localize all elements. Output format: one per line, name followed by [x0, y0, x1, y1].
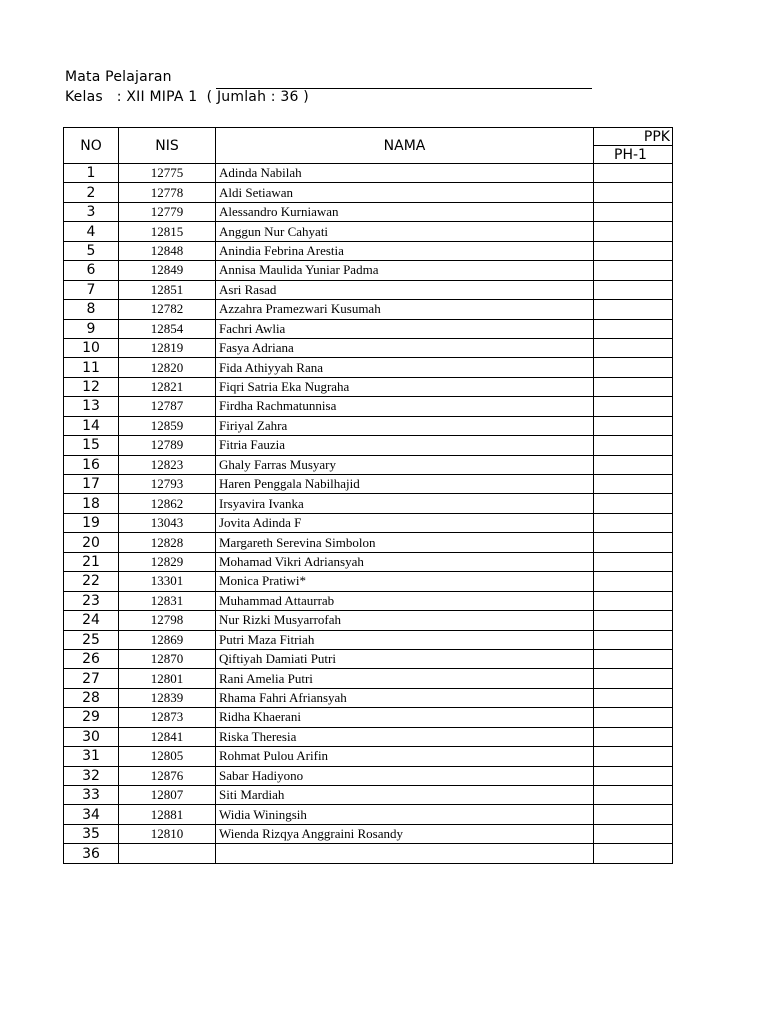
- cell-no: 34: [64, 805, 119, 824]
- cell-nis: 12851: [119, 280, 216, 299]
- cell-nama: Azzahra Pramezwari Kusumah: [216, 300, 594, 319]
- cell-nama: Firiyal Zahra: [216, 416, 594, 435]
- cell-ph1: [594, 572, 673, 591]
- cell-ph1: [594, 475, 673, 494]
- table-row: [64, 436, 673, 455]
- cell-nama: Alessandro Kurniawan: [216, 202, 594, 221]
- cell-ph1: [594, 397, 673, 416]
- cell-nama: Fitria Fauzia: [216, 436, 594, 455]
- table-row: [64, 611, 673, 630]
- cell-no: 35: [64, 824, 119, 843]
- table-row: [64, 358, 673, 377]
- cell-no: 4: [64, 222, 119, 241]
- cell-no: 26: [64, 649, 119, 668]
- cell-no: 32: [64, 766, 119, 785]
- class-info: [65, 89, 309, 105]
- cell-nis: 12819: [119, 338, 216, 357]
- cell-ph1: [594, 300, 673, 319]
- cell-ph1: [594, 377, 673, 396]
- cell-nama: [216, 844, 594, 863]
- cell-no: 21: [64, 552, 119, 571]
- table-row: [64, 183, 673, 202]
- cell-ph1: [594, 611, 673, 630]
- cell-no: 19: [64, 513, 119, 532]
- cell-nama: Sabar Hadiyono: [216, 766, 594, 785]
- cell-nis: 12876: [119, 766, 216, 785]
- cell-ph1: [594, 222, 673, 241]
- cell-ph1: [594, 338, 673, 357]
- cell-ph1: [594, 280, 673, 299]
- header-ppk: PPK: [594, 128, 673, 146]
- table-row: [64, 397, 673, 416]
- cell-ph1: [594, 436, 673, 455]
- cell-ph1: [594, 591, 673, 610]
- table-row: [64, 805, 673, 824]
- cell-nis: 12823: [119, 455, 216, 474]
- cell-no: 14: [64, 416, 119, 435]
- cell-nis: 12841: [119, 727, 216, 746]
- table-row: [64, 455, 673, 474]
- table-row: [64, 377, 673, 396]
- cell-nis: 12798: [119, 611, 216, 630]
- cell-ph1: [594, 202, 673, 221]
- cell-nama: Fiqri Satria Eka Nugraha: [216, 377, 594, 396]
- cell-nama: Qiftiyah Damiati Putri: [216, 649, 594, 668]
- cell-no: 1: [64, 164, 119, 183]
- cell-nis: 12849: [119, 261, 216, 280]
- cell-no: 2: [64, 183, 119, 202]
- cell-nis: 12859: [119, 416, 216, 435]
- class-label: Kelas : XII MIPA 1 ( Jumlah : 36 ): [65, 89, 309, 105]
- table-row: [64, 688, 673, 707]
- cell-nama: Firdha Rachmatunnisa: [216, 397, 594, 416]
- table-row: [64, 338, 673, 357]
- table-row: [64, 669, 673, 688]
- cell-no: 25: [64, 630, 119, 649]
- header-no: NO: [64, 128, 119, 164]
- cell-nama: Muhammad Attaurrab: [216, 591, 594, 610]
- cell-no: 22: [64, 572, 119, 591]
- cell-nis: 12828: [119, 533, 216, 552]
- cell-no: 8: [64, 300, 119, 319]
- cell-nis: 12854: [119, 319, 216, 338]
- cell-ph1: [594, 358, 673, 377]
- table-row: [64, 222, 673, 241]
- cell-no: 27: [64, 669, 119, 688]
- table-row: [64, 319, 673, 338]
- table-row: [64, 708, 673, 727]
- cell-nis: 12862: [119, 494, 216, 513]
- cell-no: 36: [64, 844, 119, 863]
- table-row: [64, 280, 673, 299]
- cell-no: 13: [64, 397, 119, 416]
- cell-no: 24: [64, 611, 119, 630]
- table-row: [64, 533, 673, 552]
- cell-ph1: [594, 533, 673, 552]
- table-row: [64, 844, 673, 863]
- table-row: [64, 494, 673, 513]
- cell-no: 16: [64, 455, 119, 474]
- cell-ph1: [594, 708, 673, 727]
- cell-nama: Wienda Rizqya Anggraini Rosandy: [216, 824, 594, 843]
- table-row: [64, 202, 673, 221]
- cell-no: 9: [64, 319, 119, 338]
- cell-no: 20: [64, 533, 119, 552]
- cell-nis: [119, 844, 216, 863]
- table-row: [64, 591, 673, 610]
- cell-nis: 13301: [119, 572, 216, 591]
- cell-no: 31: [64, 747, 119, 766]
- cell-ph1: [594, 164, 673, 183]
- cell-nis: 12848: [119, 241, 216, 260]
- cell-no: 28: [64, 688, 119, 707]
- cell-nis: 12775: [119, 164, 216, 183]
- cell-nis: 13043: [119, 513, 216, 532]
- table-row: [64, 552, 673, 571]
- cell-no: 3: [64, 202, 119, 221]
- cell-ph1: [594, 319, 673, 338]
- cell-ph1: [594, 552, 673, 571]
- cell-ph1: [594, 630, 673, 649]
- cell-nama: Ghaly Farras Musyary: [216, 455, 594, 474]
- cell-ph1: [594, 261, 673, 280]
- cell-nama: Mohamad Vikri Adriansyah: [216, 552, 594, 571]
- cell-nama: Widia Winingsih: [216, 805, 594, 824]
- cell-nis: 12829: [119, 552, 216, 571]
- cell-nis: 12789: [119, 436, 216, 455]
- cell-nama: Fida Athiyyah Rana: [216, 358, 594, 377]
- cell-no: 30: [64, 727, 119, 746]
- cell-nis: 12815: [119, 222, 216, 241]
- cell-nis: 12778: [119, 183, 216, 202]
- table-row: [64, 416, 673, 435]
- cell-ph1: [594, 747, 673, 766]
- cell-no: 33: [64, 786, 119, 805]
- cell-no: 11: [64, 358, 119, 377]
- cell-nis: 12793: [119, 475, 216, 494]
- cell-no: 12: [64, 377, 119, 396]
- table-row: [64, 513, 673, 532]
- table-row: [64, 630, 673, 649]
- cell-nama: Rhama Fahri Afriansyah: [216, 688, 594, 707]
- cell-nis: 12873: [119, 708, 216, 727]
- cell-no: 18: [64, 494, 119, 513]
- table-row: [64, 649, 673, 668]
- cell-no: 6: [64, 261, 119, 280]
- cell-nama: Adinda Nabilah: [216, 164, 594, 183]
- table-row: [64, 300, 673, 319]
- cell-nama: Riska Theresia: [216, 727, 594, 746]
- cell-ph1: [594, 844, 673, 863]
- cell-nama: Monica Pratiwi*: [216, 572, 594, 591]
- cell-ph1: [594, 824, 673, 843]
- cell-nis: 12831: [119, 591, 216, 610]
- cell-ph1: [594, 183, 673, 202]
- cell-nis: 12870: [119, 649, 216, 668]
- cell-no: 7: [64, 280, 119, 299]
- cell-nama: Anindia Febrina Arestia: [216, 241, 594, 260]
- cell-ph1: [594, 766, 673, 785]
- cell-nama: Rohmat Pulou Arifin: [216, 747, 594, 766]
- cell-nama: Irsyavira Ivanka: [216, 494, 594, 513]
- cell-nama: Margareth Serevina Simbolon: [216, 533, 594, 552]
- cell-nama: Rani Amelia Putri: [216, 669, 594, 688]
- cell-ph1: [594, 669, 673, 688]
- cell-no: 15: [64, 436, 119, 455]
- cell-nama: Siti Mardiah: [216, 786, 594, 805]
- cell-ph1: [594, 455, 673, 474]
- table-row: [64, 786, 673, 805]
- cell-nama: Nur Rizki Musyarrofah: [216, 611, 594, 630]
- cell-ph1: [594, 786, 673, 805]
- table-row: [64, 241, 673, 260]
- table-row: [64, 475, 673, 494]
- cell-ph1: [594, 494, 673, 513]
- table-row: [64, 164, 673, 183]
- cell-no: 17: [64, 475, 119, 494]
- cell-nama: Haren Penggala Nabilhajid: [216, 475, 594, 494]
- cell-nis: 12779: [119, 202, 216, 221]
- cell-nama: Annisa Maulida Yuniar Padma: [216, 261, 594, 280]
- subject-label: Mata Pelajaran: [65, 69, 172, 85]
- cell-ph1: [594, 416, 673, 435]
- table-row: [64, 766, 673, 785]
- cell-nis: 12805: [119, 747, 216, 766]
- table-row: [64, 747, 673, 766]
- table-row: [64, 727, 673, 746]
- cell-ph1: [594, 649, 673, 668]
- cell-ph1: [594, 727, 673, 746]
- cell-nis: 12869: [119, 630, 216, 649]
- cell-nama: Putri Maza Fitriah: [216, 630, 594, 649]
- cell-nis: 12810: [119, 824, 216, 843]
- cell-nama: Aldi Setiawan: [216, 183, 594, 202]
- cell-no: 29: [64, 708, 119, 727]
- cell-ph1: [594, 241, 673, 260]
- cell-ph1: [594, 688, 673, 707]
- cell-no: 5: [64, 241, 119, 260]
- cell-nis: 12787: [119, 397, 216, 416]
- cell-ph1: [594, 513, 673, 532]
- header-ph1: PH-1: [594, 146, 673, 164]
- cell-nis: 12801: [119, 669, 216, 688]
- cell-nama: Ridha Khaerani: [216, 708, 594, 727]
- cell-nis: 12820: [119, 358, 216, 377]
- header-nis: NIS: [119, 128, 216, 164]
- cell-no: 23: [64, 591, 119, 610]
- cell-nis: 12782: [119, 300, 216, 319]
- header-nama: NAMA: [216, 128, 594, 164]
- cell-nama: Fasya Adriana: [216, 338, 594, 357]
- cell-ph1: [594, 805, 673, 824]
- table-row: [64, 824, 673, 843]
- cell-nis: 12881: [119, 805, 216, 824]
- cell-nama: Fachri Awlia: [216, 319, 594, 338]
- table-row: [64, 261, 673, 280]
- cell-nis: 12821: [119, 377, 216, 396]
- cell-nis: 12839: [119, 688, 216, 707]
- cell-nama: Jovita Adinda F: [216, 513, 594, 532]
- cell-nis: 12807: [119, 786, 216, 805]
- cell-nama: Asri Rasad: [216, 280, 594, 299]
- student-table: [63, 127, 673, 864]
- cell-no: 10: [64, 338, 119, 357]
- cell-nama: Anggun Nur Cahyati: [216, 222, 594, 241]
- table-row: [64, 572, 673, 591]
